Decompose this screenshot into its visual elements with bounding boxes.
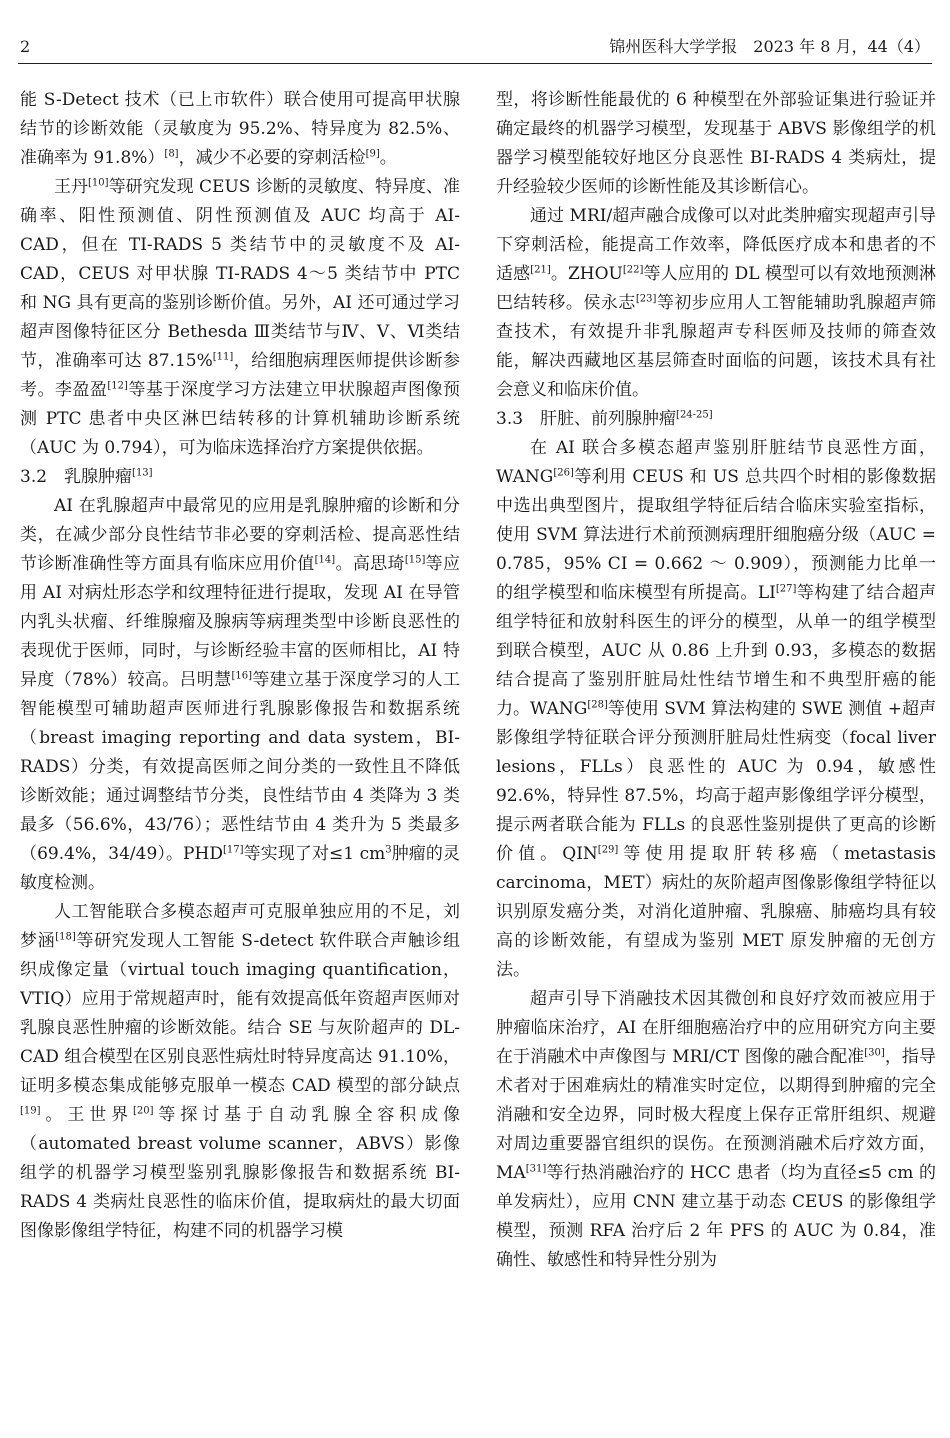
text-run: 等研究发现人工智能 S-detect 软件联合声触诊组织成像定量（virtual touch imaging quantification，VTIQ）应用于常规超声时，能有效提高低年资超声医师对乳腺良恶性肿瘤的诊断效能。结合 SE 与灰阶超声的 DL-CAD 组合模型在区别良恶性病灶时特异度高达 91.10%，证明多模态集成能够克服单一模态 CAD 模型的部分缺点 [20, 931, 460, 1096]
citation-superscript: [21] [530, 264, 551, 276]
citation-superscript: [9] [365, 148, 380, 160]
citation-superscript: [31] [525, 1163, 547, 1175]
citation-superscript: [13] [132, 467, 153, 479]
text-run: 。 [379, 148, 397, 168]
citation-superscript: [8] [164, 148, 179, 160]
header-rule [18, 63, 932, 64]
text-run: 在 AI 联合多模态超声鉴别肝脏结节良恶性方面，WANG [496, 438, 936, 487]
citation-superscript: [28] [587, 699, 608, 711]
section-heading [496, 405, 936, 434]
text-run: 王丹 [54, 177, 89, 197]
body-paragraph [496, 985, 936, 1275]
text-run: 等行热消融治疗的 HCC 患者（均为直径≤5 cm 的单发病灶），应用 CNN 建立基于动态 CEUS 的影像组学模型，预测 RFA 治疗后 2 年 PFS 的 AUC 为 0.84，准确性、敏感性和特异性分别为 [496, 1163, 936, 1270]
body-paragraph [496, 434, 936, 985]
citation-superscript: [10] [88, 177, 109, 189]
text-run: 能 S-Detect 技术（已上市软件）联合使用可提高甲状腺结节的诊断效能（灵敏度为 95.2%、特异度为 82.5%、准确率为 91.8%） [20, 90, 460, 168]
page-header [20, 34, 930, 60]
section-heading [20, 463, 460, 492]
text-run: AI 在乳腺超声中最常见的应用是乳腺肿瘤的诊断和分类，在减少部分良性结节非必要的穿刺活检、提高恶性结节诊断准确性等方面具有临床应用价值 [20, 496, 460, 574]
citation-superscript: [12] [107, 380, 128, 392]
text-run: 等研究发现 CEUS 诊断的灵敏度、特异度、准确率、阳性预测值、阴性预测值及 AUC 均高于 AI-CAD，但在 TI-RADS 5 类结节中的灵敏度不及 AI-CAD，CEUS 对甲状腺 TI-RADS 4～5 类结节中 PTC 和 NG 具有更高的鉴别诊断价值。另外，AI 还可通过学习超声图像特征区分 Bethesda Ⅲ类结节与Ⅳ、Ⅴ、Ⅵ类结节，准确率可达 87.15% [20, 177, 460, 371]
text-run: 通过 MRI/超声融合成像可以对此类肿瘤实现超声引导下穿刺活检，能提高工作效率，降低医疗成本和患者的不适感 [496, 206, 936, 284]
citation-superscript: [14] [314, 554, 336, 566]
citation-superscript: [30] [864, 1047, 885, 1059]
citation-superscript: [24-25] [676, 409, 713, 421]
right-column [496, 86, 936, 1432]
text-run: 等建立基于深度学习的人工智能模型可辅助超声医师进行乳腺影像报告和数据系统（breast imaging reporting and data system，BI-RADS）分类，有效提高医师之间分类的一致性且不降低诊断效能；通过调整结节分类，良性结节由 4 类降为 3 类最多（56.6%，43/76）；恶性结节由 4 类升为 5 类最多（69.4%，34/49）。PHD [20, 670, 460, 864]
text-run: 等探讨基于自动乳腺全容积成像（automated breast volume scanner，ABVS）影像组学的机器学习模型鉴别乳腺影像报告和数据系统 BI-RADS 4 类病灶良恶性的临床价值，提取病灶的最大切面图像影像组学特征，构建不同的机器学习模 [20, 1105, 460, 1241]
citation-superscript: [17] [222, 844, 244, 856]
left-column [20, 86, 460, 1432]
citation-superscript: [20] [133, 1105, 154, 1117]
citation-superscript: 3 [385, 844, 392, 856]
text-run: 等实现了对≤1 cm [243, 844, 386, 864]
text-run: ，指导术者对于困难病灶的精准实时定位，以期得到肿瘤的完全消融和安全边界，同时极大程度上保存正常肝组织、规避对周边重要器官组织的误伤。在预测消融术后疗效方面，MA [496, 1047, 936, 1183]
journal-running-title: 锦州医科大学学报 2023 年 8 月，44（4） [609, 37, 930, 56]
citation-superscript: [23] [635, 293, 657, 305]
text-run: 等使用 SVM 算法构建的 SWE 测值 +超声影像组学特征联合评分预测肝脏局灶性病变（focal liver lesions，FLLs）良恶性的 AUC 为 0.94，敏感性 92.6%，特异性 87.5%，均高于超声影像组学评分模型，提示两者联合能为 FLLs 的良恶性鉴别提供了更高的诊断价值。QIN [496, 699, 936, 864]
text-run: 等利用 CEUS 和 US 总共四个时相的影像数据中选出典型图片，提取组学特征后结合临床实验室指标，使用 SVM 算法进行术前预测病理肝细胞癌分级（AUC = 0.785，95% CI = 0.662 ～ 0.909），预测能力比单一的组学模型和临床模型有所提高。LI [496, 467, 936, 603]
text-run: 3.2 乳腺肿瘤 [20, 467, 133, 487]
text-run: 。高思琦 [335, 554, 405, 574]
text-run: 超声引导下消融技术因其微创和良好疗效而被应用于肿瘤临床治疗，AI 在肝细胞癌治疗中的应用研究方向主要在于消融术中声像图与 MRI/CT 图像的融合配准 [496, 989, 936, 1067]
text-run: 3.3 肝脏、前列腺肿瘤 [496, 409, 677, 429]
text-run: 等构建了结合超声组学特征和放射科医生的评分的模型，从单一的组学模型到联合模型，AUC 从 0.86 上升到 0.93，多模态的数据结合提高了鉴别肝脏局灶性结节增生和不典型肝癌的能力。WANG [496, 583, 936, 719]
citation-superscript: [15] [404, 554, 426, 566]
citation-superscript: [22] [622, 264, 644, 276]
citation-superscript: [18] [55, 931, 76, 943]
citation-superscript: [29] [597, 844, 619, 856]
text-run: 等人应用的 DL 模型可以有效地预测淋巴结转移。侯永志 [496, 264, 936, 313]
text-run: 等基于深度学习方法建立甲状腺超声图像预测 PTC 患者中央区淋巴结转移的计算机辅助诊断系统（AUC 为 0.794），可为临床选择治疗方案提供依据。 [20, 380, 460, 458]
citation-superscript: [27] [775, 583, 797, 595]
citation-superscript: [19] [20, 1105, 41, 1117]
citation-superscript: [11] [212, 351, 234, 363]
citation-superscript: [26] [553, 467, 574, 479]
citation-superscript: [16] [231, 670, 252, 682]
text-run: ，减少不必要的穿刺活检 [178, 148, 366, 168]
text-run: 等使用提取肝转移癌（metastasis carcinoma，MET）病灶的灰阶超声图像影像组学特征以识别原发癌分类，对消化道肿瘤、乳腺癌、肺癌均具有较高的诊断效能，有望成为鉴别 MET 原发肿瘤的无创方法。 [496, 844, 936, 980]
body-paragraph [20, 492, 460, 898]
body-paragraph [496, 86, 936, 202]
text-run: 等应用 AI 对病灶形态学和纹理特征进行提取，发现 AI 在导管内乳头状瘤、纤维腺瘤及腺病等病理类型中诊断良恶性的表现优于医师，同时，与诊断经验丰富的医师相比，AI 特异度（78%）较高。吕明慧 [20, 554, 460, 690]
page-number: 2 [20, 37, 31, 56]
text-run: 肿瘤的灵敏度检测。 [20, 844, 460, 893]
body-paragraph [496, 202, 936, 405]
text-run: 型，将诊断性能最优的 6 种模型在外部验证集进行验证并确定最终的机器学习模型，发现基于 ABVS 影像组学的机器学习模型能较好地区分良恶性 BI-RADS 4 类病灶，提升经验较少医师的诊断性能及其诊断信心。 [496, 90, 936, 197]
text-run: 。王世界 [40, 1105, 133, 1125]
text-run: 。ZHOU [550, 264, 623, 284]
text-run: 人工智能联合多模态超声可克服单独应用的不足，刘梦涵 [20, 902, 460, 951]
body-paragraph [20, 898, 460, 1246]
body-paragraph [20, 86, 460, 173]
body-paragraph [20, 173, 460, 463]
text-run: ，给细胞病理医师提供诊断参考。李盈盈 [20, 351, 460, 400]
text-run: 等初步应用人工智能辅助乳腺超声筛查技术，有效提升非乳腺超声专科医师及技师的筛查效能，解决西藏地区基层筛查时面临的问题，该技术具有社会意义和临床价值。 [496, 293, 936, 400]
